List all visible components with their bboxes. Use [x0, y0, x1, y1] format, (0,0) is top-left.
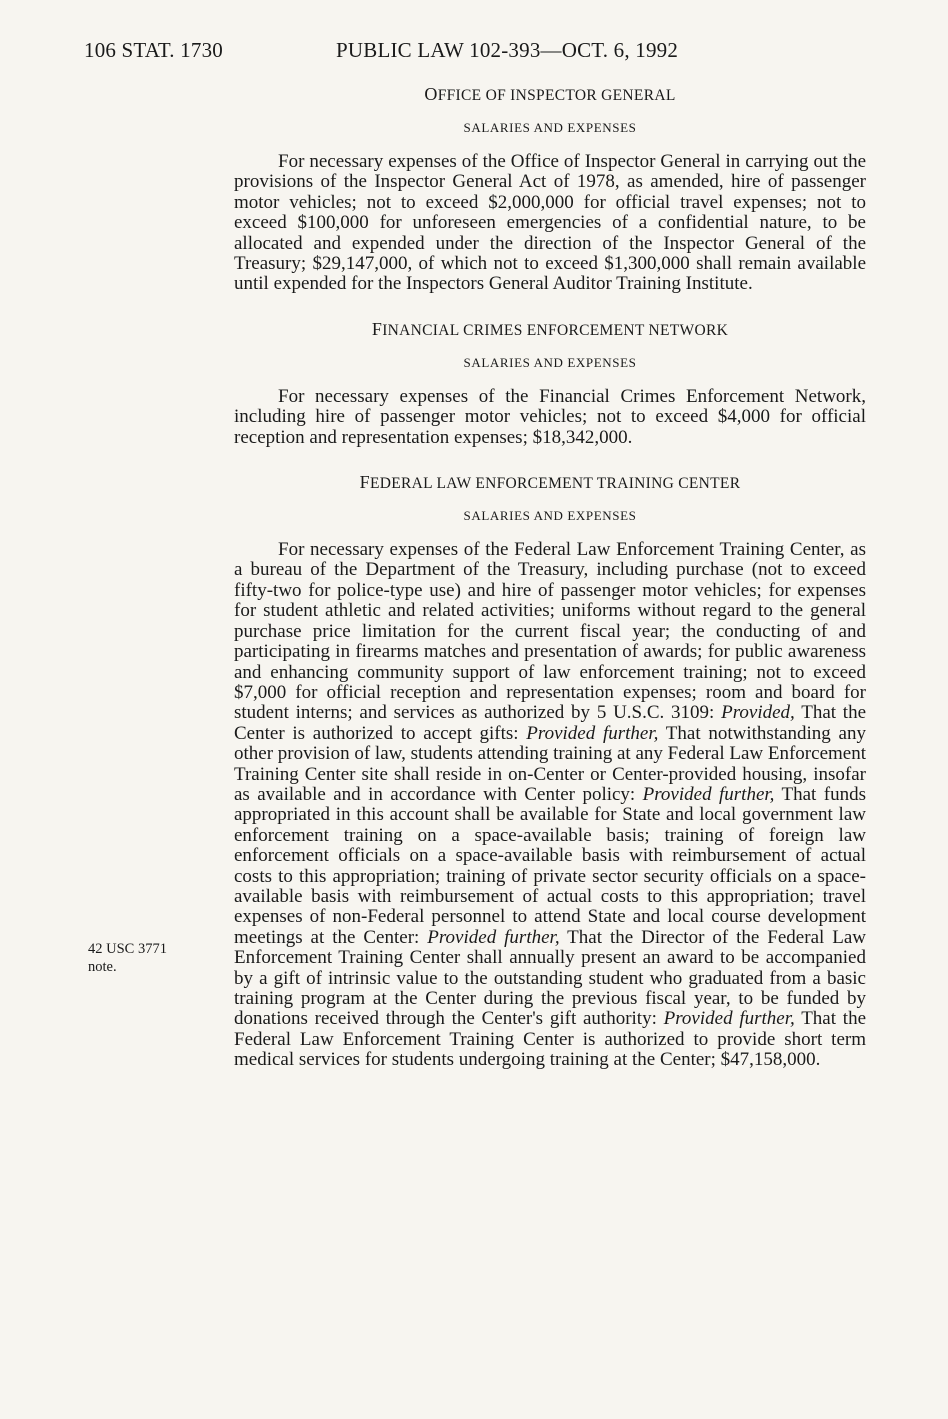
section-fletc [234, 472, 866, 1071]
proviso-italic: Provided further, [427, 926, 560, 948]
margin-note-citation: 42 USC 3771 [88, 941, 167, 957]
section-subheading: SALARIES AND EXPENSES [463, 120, 637, 135]
text-segment: That notwithstanding any other provision of law, students attending training at any Federal Law Enforcement Training Center site shall reside in on-Center or Center-provided housing, insofar as available and in accordance with Center policy: [234, 722, 866, 805]
body-column [234, 84, 866, 1095]
section-heading: FINANCIAL CRIMES ENFORCEMENT NETWORK [371, 318, 729, 339]
proviso-italic: Provided further, [642, 783, 775, 805]
margin-note-suffix: note. [88, 959, 117, 975]
section-paragraph [234, 540, 866, 1071]
proviso-italic: Provided, [721, 702, 795, 724]
section-heading: FEDERAL LAW ENFORCEMENT TRAINING CENTER [359, 472, 741, 493]
page-header [84, 38, 908, 68]
statute-citation: 106 STAT. 1730 [84, 38, 223, 62]
public-law-title: PUBLIC LAW 102-393—OCT. 6, 1992 [336, 38, 679, 62]
section-paragraph: For necessary expenses of the Financial Crimes Enforcement Network, including hire of passenger motor vehicles; not to exceed $4,000 for official reception and representation expenses; $18,342,000. [234, 385, 866, 448]
text-segment: That the Center is authorized to accept gifts: [234, 702, 866, 744]
text-segment: For necessary expenses of the Federal Law Enforcement Training Center, as a bureau of the Department of the Treasury, including purchase (not to exceed fifty-two for police-type use) and hire of passenger motor vehicles; for expenses for student athletic and related activities; uniforms without regard to the general purchase price limitation for the current fiscal year; the conducting of and participating in firearms matches and presentation of awards; for public awareness and enhancing community support of law enforcement training; not to exceed $7,000 for official reception and representation expenses; room and board for student interns; and services as authorized by 5 U.S.C. 3109: [234, 539, 866, 724]
text-segment: That the Director of the Federal Law Enforcement Training Center shall annually present an award to be accompanied by a gift of intrinsic value to the outstanding student who graduated from a basic training program at the Center during the previous fiscal year, to be funded by donations received through the Center's gift authority: [234, 926, 866, 1030]
section-heading: OFFICE OF INSPECTOR GENERAL [424, 84, 676, 104]
margin-note [88, 940, 208, 976]
proviso-italic: Provided further, [663, 1008, 795, 1030]
text-segment: That the Federal Law Enforcement Training Center is authorized to provide short term medical services for students undergoing training at the Center; $47,158,000. [234, 1008, 867, 1071]
text-segment: That funds appropriated in this account shall be available for State and local government law enforcement training on a space-available basis; training of foreign law enforcement officials on a space-available basis with reimbursement of actual costs to this appropriation; training of private sector security officials on a space-available basis with reimbursement of actual costs to this appropriation; travel expenses of non-Federal personnel to attend State and local course development meetings at the Center: [234, 783, 866, 948]
proviso-italic: Provided further, [526, 722, 659, 744]
section-fincen [234, 319, 866, 448]
section-subheading: SALARIES AND EXPENSES [463, 354, 637, 370]
section-paragraph: For necessary expenses of the Office of Inspector General in carrying out the provisions of the Inspector General Act of 1978, as amended, hire of passenger motor vehicles; not to exceed $2,000,000 for official travel expenses; not to exceed $100,000 for unforeseen emergencies of a confidential nature, to be allocated and expended under the direction of the Inspector General of the Treasury; $29,147,000, of which not to exceed $1,300,000 shall remain available until expended for the Inspectors General Auditor Training Institute. [234, 151, 866, 295]
section-inspector-general [234, 84, 866, 295]
section-subheading: SALARIES AND EXPENSES [463, 508, 637, 524]
